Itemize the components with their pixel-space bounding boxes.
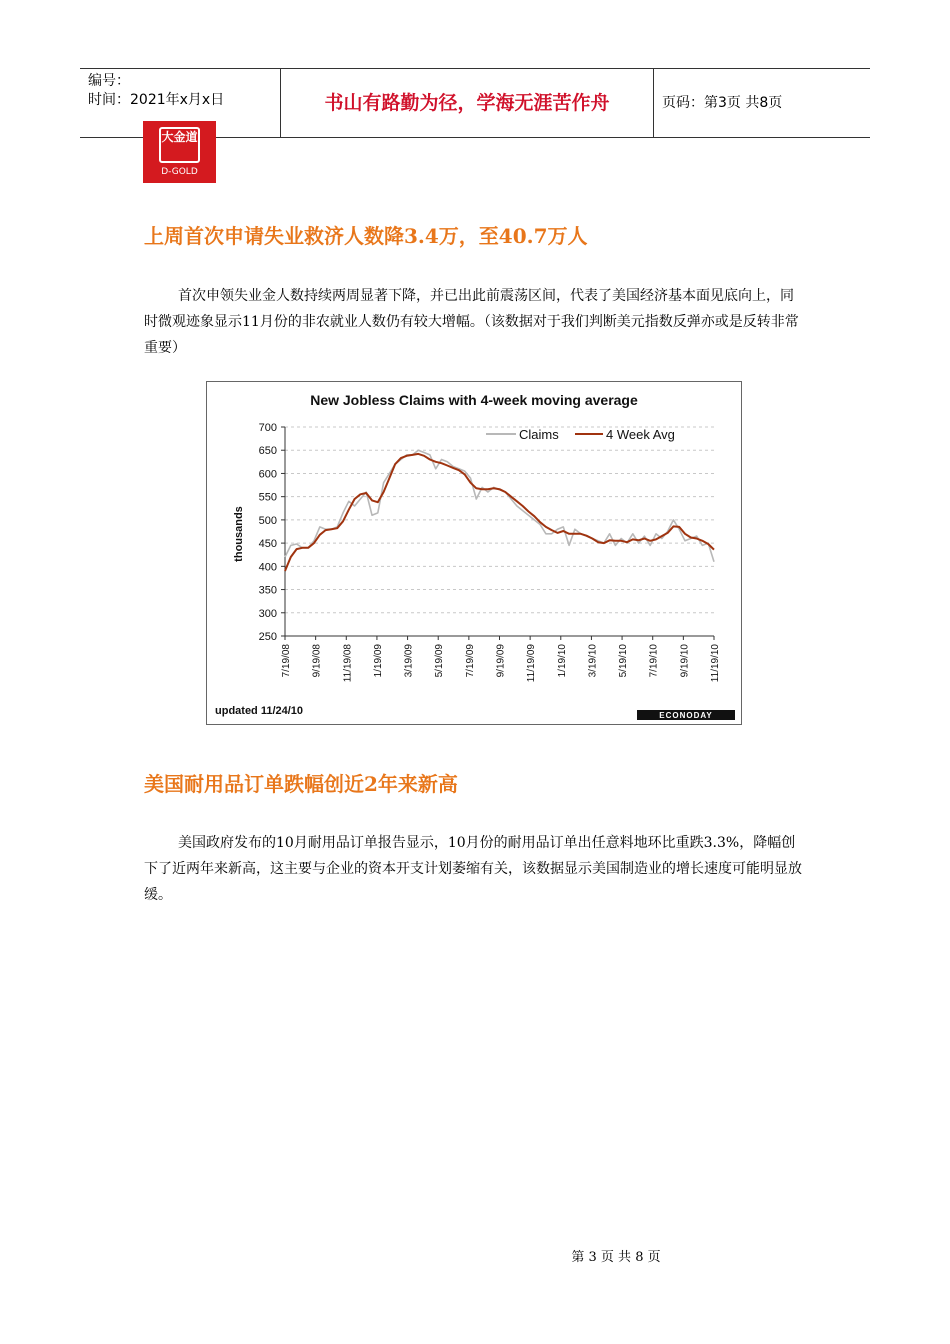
x-tick-label: 3/19/09: [403, 644, 415, 678]
y-tick-label: 700: [258, 422, 277, 434]
dgold-logo: [143, 121, 216, 183]
chart-legend: [486, 427, 675, 442]
x-tick-label: 11/19/08: [342, 644, 354, 683]
econoday-logo: [637, 710, 735, 720]
chart-series: [285, 450, 714, 571]
y-tick-label: 500: [258, 514, 277, 527]
y-tick-label: 600: [258, 468, 277, 481]
chart-axes: [259, 422, 721, 682]
logo-caption: D-GOLD: [161, 167, 198, 177]
header-time: 时间：2021年x月x日: [88, 92, 225, 108]
y-tick-label: 450: [258, 538, 277, 551]
x-tick-label: 9/19/08: [311, 644, 323, 678]
x-tick-label: 3/19/10: [587, 644, 599, 678]
x-tick-label: 7/19/10: [648, 644, 660, 678]
y-tick-label: 300: [258, 607, 277, 620]
header-motto: 书山有路勤为径，学海无涯苦作舟: [281, 69, 654, 137]
x-tick-label: 11/19/10: [710, 644, 721, 683]
jobless-claims-chart: [206, 381, 742, 725]
chart-svg: [207, 382, 741, 724]
x-tick-label: 1/19/10: [556, 644, 568, 678]
x-tick-label: 1/19/09: [372, 644, 384, 678]
legend-claims-label: Claims: [519, 427, 559, 442]
page-footer: 第 3 页 共 8 页: [571, 1250, 661, 1265]
header-page-number: 页码：第3页 共8页: [662, 95, 783, 111]
chart-updated-note: updated 11/24/10: [215, 705, 304, 717]
chart-grid: [285, 427, 714, 613]
section2-heading: 美国耐用品订单跌幅创近2年来新高: [144, 772, 458, 796]
chart-title: New Jobless Claims with 4-week moving average: [310, 392, 638, 408]
y-tick-label: 250: [258, 631, 277, 643]
y-tick-label: 400: [258, 561, 277, 574]
legend-avg-label: 4 Week Avg: [606, 427, 675, 442]
y-tick-label: 350: [258, 584, 277, 597]
x-tick-label: 5/19/09: [434, 644, 446, 678]
section2-paragraph: 美国政府发布的10月耐用品订单报告显示，10月份的耐用品订单出任意料地环比重跌3.3%，降幅创下了近两年来新高，这主要与企业的资本开支计划萎缩有关，该数据显示美国制造业的增长速度可能明显放缓。: [144, 835, 802, 903]
x-tick-label: 7/19/08: [281, 644, 292, 678]
x-tick-label: 9/19/09: [495, 644, 507, 678]
y-tick-label: 650: [258, 445, 277, 458]
section1-heading: 上周首次申请失业救济人数降3.4万，至40.7万人: [144, 224, 588, 248]
x-tick-label: 5/19/10: [618, 644, 630, 678]
x-tick-label: 7/19/09: [464, 644, 476, 678]
section1-paragraph: 首次申领失业金人数持续两周显著下降，并已出此前震荡区间，代表了美国经济基本面见底向上，同时微观迹象显示11月份的非农就业人数仍有较大增幅。（该数据对于我们判断美元指数反弹亦或是反转非常重要）: [144, 288, 799, 356]
x-tick-label: 11/19/09: [526, 644, 538, 683]
four-week-avg-series-line: [285, 454, 714, 571]
econoday-logo-text: ECONODAY: [659, 711, 713, 720]
header-number: 编号：: [88, 73, 130, 89]
claims-series-line: [285, 450, 714, 562]
logo-emblem: 大金道: [159, 127, 200, 163]
y-tick-label: 550: [258, 491, 277, 504]
y-axis-label: thousands: [233, 506, 245, 562]
x-tick-label: 9/19/10: [679, 644, 691, 678]
